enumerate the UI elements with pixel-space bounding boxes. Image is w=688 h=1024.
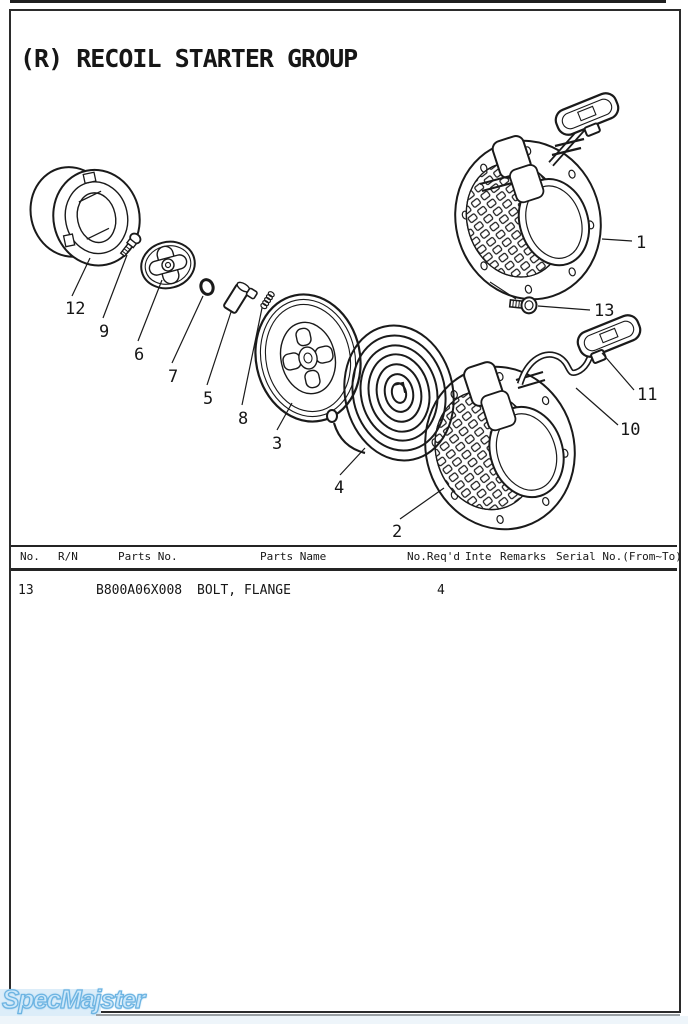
callout-1: 1 [636, 233, 647, 253]
watermark: SpecMajster [2, 984, 145, 1014]
col-inte: Inte [465, 550, 492, 563]
part-12-housing-cup [22, 154, 148, 278]
part-6-ratchet-plate [136, 236, 200, 294]
callout-2: 2 [392, 522, 403, 542]
col-parts-name: Parts Name [260, 550, 327, 563]
callout-4: 4 [334, 478, 345, 498]
parts-table-header [11, 545, 682, 571]
page-top-rule [10, 0, 666, 3]
cell-req: 4 [437, 583, 445, 598]
part-1-recoil-starter-assembly [434, 90, 625, 318]
callout-8: 8 [238, 409, 249, 429]
col-serial: Serial No.(From~To) [556, 550, 682, 563]
page-bottom-tint [0, 1016, 688, 1024]
callout-11: 11 [637, 385, 658, 405]
callout-7: 7 [168, 367, 179, 387]
callout-6: 6 [134, 345, 145, 365]
part-7-ring [199, 278, 215, 296]
col-no: No. [20, 550, 40, 563]
table-row [11, 583, 677, 603]
callout-3: 3 [272, 434, 283, 454]
callout-9: 9 [99, 322, 110, 342]
callout-13: 13 [594, 301, 615, 321]
callout-5: 5 [203, 389, 214, 409]
col-req: No.Req'd [407, 550, 460, 563]
cell-parts-name: BOLT, FLANGE [197, 583, 291, 598]
part-3-rope-reel [244, 285, 372, 432]
page-title: (R) RECOIL STARTER GROUP [20, 43, 358, 73]
col-parts-no: Parts No. [118, 550, 178, 563]
parts-diagram [10, 58, 680, 544]
cell-parts-no: B800A06X008 [96, 583, 183, 598]
starter-handle-top [552, 90, 624, 145]
callout-12: 12 [65, 299, 86, 319]
part-5-bushing [223, 280, 258, 318]
col-rn: R/N [58, 550, 78, 563]
col-remarks: Remarks [500, 550, 547, 563]
cell-no: 13 [18, 583, 34, 598]
callout-10: 10 [620, 420, 641, 440]
